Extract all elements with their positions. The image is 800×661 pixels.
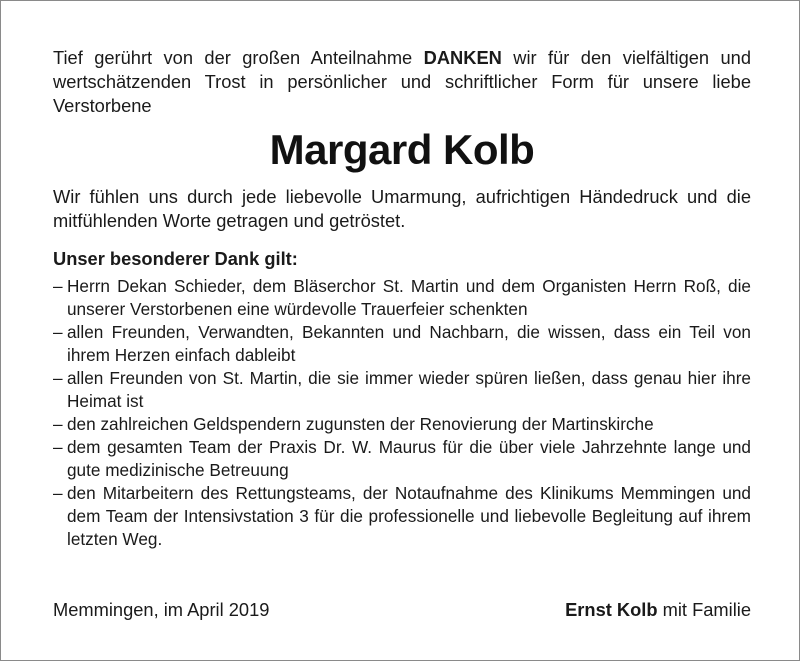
intro-text-after: wir für den vielfältigen und wertschätzenden Trost in persönlicher und schriftlicher Form für unsere liebe Verstorbene [53, 47, 751, 116]
place-date: Memmingen, im April 2019 [53, 599, 270, 620]
intro-text-before: Tief gerührt von der großen Anteilnahme [53, 47, 424, 68]
dash-bullet: – [53, 414, 63, 434]
dash-bullet: – [53, 483, 63, 503]
thanks-item [53, 482, 751, 551]
intro-emphasis: DANKEN [423, 47, 502, 68]
thanks-item-text: den Mitarbeitern des Rettungsteams, der Notaufnahme des Klinikums Memmingen und dem Team der Intensivstation 3 für die professionelle und liebevolle Begleitung auf ihrem letzten Weg. [67, 483, 751, 549]
comfort-paragraph: Wir fühlen uns durch jede liebevolle Umarmung, aufrichtigen Händedruck und die mitfühlenden Worte getragen und getröstet. [53, 186, 751, 231]
signer-name: Ernst Kolb [565, 599, 658, 620]
dash-bullet: – [53, 437, 63, 457]
thanks-item-text: allen Freunden von St. Martin, die sie immer wieder spüren ließen, dass genau hier ihre Heimat ist [67, 368, 751, 411]
signature [565, 598, 751, 622]
thanks-item [53, 367, 751, 413]
intro-paragraph [53, 46, 751, 118]
thanks-item-text: dem gesamten Team der Praxis Dr. W. Maurus für die über viele Jahrzehnte lange und gute medizinische Betreuung [67, 437, 751, 480]
dash-bullet: – [53, 322, 63, 342]
thanks-item [53, 413, 751, 436]
thanks-item [53, 436, 751, 482]
thanks-item-text: allen Freunden, Verwandten, Bekannten und Nachbarn, die wissen, dass ein Teil von ihrem Herzen einfach dableibt [67, 322, 751, 365]
thanks-item-text: Herrn Dekan Schieder, dem Bläserchor St. Martin und dem Organisten Herrn Roß, die unserer Verstorbenen eine würdevolle Trauerfeier schenkten [67, 276, 751, 319]
thanks-list [53, 275, 751, 551]
thanks-heading: Unser besonderer Dank gilt: [53, 248, 298, 269]
thanks-item-text: den zahlreichen Geldspendern zugunsten der Renovierung der Martinskirche [67, 414, 654, 434]
dash-bullet: – [53, 276, 63, 296]
signer-suffix: mit Familie [657, 599, 751, 620]
notice-content [53, 46, 751, 551]
thanks-item [53, 321, 751, 367]
thanks-item [53, 275, 751, 321]
deceased-name: Margard Kolb [269, 126, 535, 173]
dash-bullet: – [53, 368, 63, 388]
